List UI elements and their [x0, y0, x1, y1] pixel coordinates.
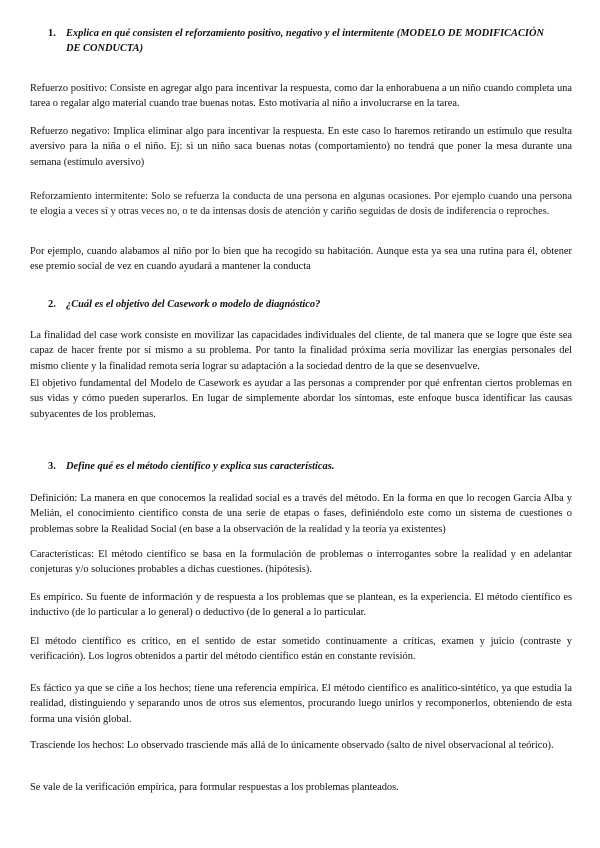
section-title: ¿Cuál es el objetivo del Casework o modelo de diagnóstico?: [66, 299, 321, 310]
paragraph-transcends: Trasciende los hechos: Lo observado trasciende más allá de lo únicamente observado (salto de nivel observacional al teórico).: [30, 740, 554, 751]
paragraph-definition: Definición: La manera en que conocemos la realidad social es a través del método. En la forma en que lo recogen García Alba y Melián, el conocimiento científico consta de una serie de etapas o fases, definiéndolo este como un sistema de cuestiones o problemas sobre la Realidad Social (en base a la observación de la realidad y la teoría ya existentes): [30, 493, 572, 535]
paragraph-factual: Es fáctico ya que se ciñe a los hechos; tiene una referencia empírica. El método científico es analítico-sintético, ya que estudia la realidad, distinguiendo y separando unos de otros sus elementos, procurando luego unirlos y recomponerlos, obteniendo de esta forma una visión global.: [30, 683, 572, 725]
section-2-heading: [48, 297, 548, 312]
paragraph-empirical: Es empírico. Su fuente de información y de respuesta a los problemas que se plantean, es la experiencia. El método científico es inductivo (de lo particular a lo general) o deductivo (de lo general a lo particular.: [30, 592, 572, 619]
section-title: Define qué es el método científico y explica sus características.: [66, 461, 335, 472]
paragraph-casework-purpose: La finalidad del case work consiste en movilizar las capacidades individuales del cliente, de tal manera que se logre que éste sea capaz de hacer frente por sí mismo a su problema. Por tanto la finalidad próxima sería movilizar las energías personales del mismo cliente y la finalidad remota sería lograr su adaptación a la sociedad dentro de la que se desenvuelve.: [30, 330, 572, 372]
section-number: 1.: [48, 28, 56, 39]
paragraph-critical: El método científico es crítico, en el sentido de estar sometido continuamente a críticas, examen y juicio (contraste y verificación). Los logros obtenidos a partir del método científico están en constante revisión.: [30, 636, 572, 663]
paragraph-intermittent-reinforcement: Reforzamiento intermitente: Solo se refuerza la conducta de una persona en algunas ocasiones. Por ejemplo cuando una persona te elogia a veces sí y otras veces no, o te da intensas dosis de atención y cariño seguidas de dosis de indiferencia o reproches.: [30, 191, 572, 218]
paragraph-characteristics: Características: El método científico se basa en la formulación de problemas o interrogantes sobre la realidad y en adelantar conjeturas y/o soluciones probables a dichas cuestiones. (hipótesis).: [30, 549, 572, 576]
paragraph-casework-objective: El objetivo fundamental del Modelo de Casework es ayudar a las personas a comprender por qué enfrentan ciertos problemas en sus vidas y cómo pueden superarlos. En lugar de simplemente abordar los síntomas, este enfoque busca identificar las causas subyacentes de los problemas.: [30, 378, 572, 420]
paragraph-example: Por ejemplo, cuando alabamos al niño por lo bien que ha recogido su habitación. Aunque esta ya sea una rutina para él, obtener ese premio social de vez en cuando ayudará a mantener la conducta: [30, 246, 572, 273]
paragraph-verification: Se vale de la verificación empírica, para formular respuestas a los problemas planteados.: [30, 782, 399, 793]
section-1-heading: [48, 26, 548, 57]
paragraph-negative-reinforcement: Refuerzo negativo: Implica eliminar algo para incentivar la respuesta. En este caso lo haremos retirando un estímulo que resulta aversivo para la niña o el niño. Ej: si un niño saca buenas notas (comportamiento) no tendrá que poner la mesa durante una semana (estímulo aversivo): [30, 126, 572, 168]
paragraph-positive-reinforcement: Refuerzo positivo: Consiste en agregar algo para incentivar la respuesta, como dar la enhorabuena a un niño cuando completa una tarea o regalar algo material cuando trae buenas notas. Esto motivaría al niño a involucrarse en la tarea.: [30, 83, 572, 110]
section-3-heading: [48, 459, 548, 474]
section-title: Explica en qué consisten el reforzamiento positivo, negativo y el intermitente (MODELO DE MODIFICACIÓN DE CONDUCTA): [66, 28, 544, 55]
section-number: 3.: [48, 461, 56, 472]
section-number: 2.: [48, 299, 56, 310]
